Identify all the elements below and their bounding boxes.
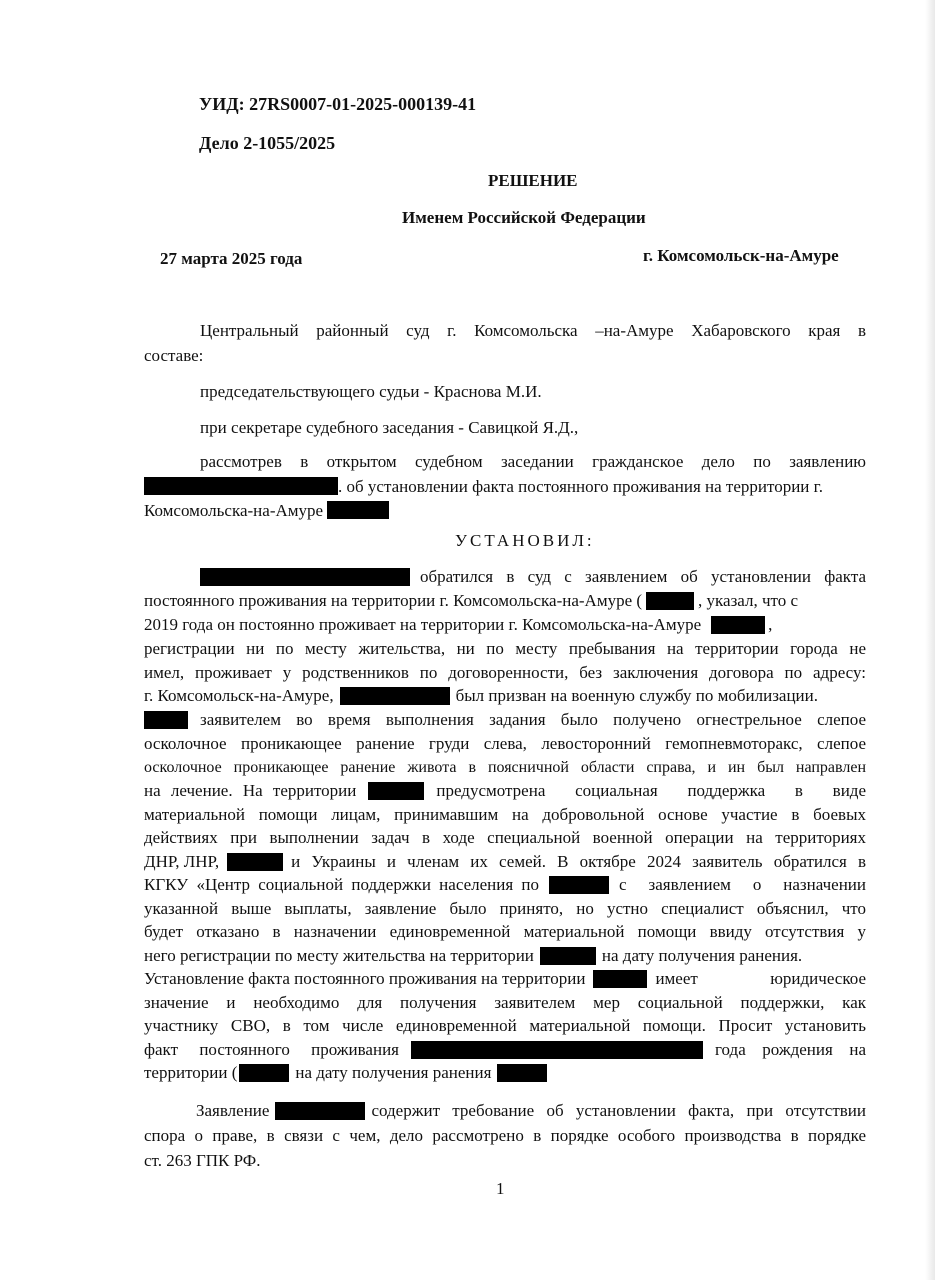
body-line-1 — [200, 566, 866, 588]
body-line-16: будет отказано в назначении единовременной материальной помощи ввиду отсутствия у — [144, 922, 866, 941]
body-line-18-text-b: имеет юридическое — [655, 969, 866, 988]
case-uid: УИД: 27RS0007-01-2025-000139-41 — [199, 94, 477, 114]
body-line-13-text-a: ДНР, ЛНР, — [144, 852, 220, 871]
body-line-3-text-b: , — [768, 615, 773, 634]
body-line-6-text-a: г. Комсомольск-на-Амуре, — [144, 686, 334, 705]
body-line-22-text-b: на дату получения ранения — [295, 1063, 492, 1082]
para2-line-1-text-b: содержит требование об установлении факта, при отсутствии — [371, 1101, 866, 1120]
redaction-block — [340, 687, 450, 705]
redaction-block — [327, 501, 389, 519]
redaction-block — [239, 1064, 289, 1082]
judge-line: председательствующего судьи - Краснова М.И. — [200, 382, 542, 401]
body-line-19: значение и необходимо для получения заявителем мер социальной поддержки, как — [144, 993, 866, 1012]
body-line-6 — [144, 685, 866, 707]
redaction-block — [646, 592, 694, 610]
consider-line-3 — [144, 500, 389, 522]
redaction-block — [144, 477, 338, 495]
body-line-14-text-a: КГКУ «Центр социальной поддержки населения по — [144, 875, 540, 894]
para2-line-1-text-a: Заявление — [196, 1101, 270, 1120]
body-line-3 — [144, 614, 866, 636]
body-line-22 — [144, 1062, 866, 1084]
redaction-block — [540, 947, 596, 965]
body-line-22-text-a: территории ( — [144, 1063, 238, 1082]
consider-line-2-text: . об установлении факта постоянного проживания на территории г. — [338, 477, 823, 496]
body-line-17-text-b: на дату получения ранения. — [601, 946, 803, 965]
para2-line-2: спора о праве, в связи с чем, дело рассмотрено в порядке особого производства в порядке — [144, 1126, 866, 1145]
body-line-2-text-a: постоянного проживания на территории г. Комсомольска-на-Амуре ( — [144, 591, 643, 610]
body-line-18-text-a: Установление факта постоянного проживания на территории — [144, 969, 586, 988]
body-line-13 — [144, 851, 866, 873]
body-line-3-text-a: 2019 года он постоянно проживает на территории г. Комсомольска-на-Амуре — [144, 615, 702, 634]
page-number: 1 — [496, 1179, 505, 1198]
body-line-8: осколочное проникающее ранение груди слева, левосторонний гемопневмоторакс, слепое — [144, 734, 866, 753]
page-edge-shadow — [925, 0, 935, 1280]
decision-city: г. Комсомольск-на-Амуре — [643, 246, 839, 265]
consider-line-3-text: Комсомольска-на-Амуре — [144, 501, 324, 520]
redaction-block — [227, 853, 283, 871]
redaction-block — [549, 876, 609, 894]
redaction-block — [411, 1041, 703, 1059]
body-line-20: участнику СВО, в том числе единовременной материальной помощи. Просит установить — [144, 1016, 866, 1035]
body-line-2 — [144, 590, 866, 612]
court-line-1: Центральный районный суд г. Комсомольска –на-Амуре Хабаровского края в — [200, 321, 866, 340]
redaction-block — [368, 782, 424, 800]
section-title: УСТАНОВИЛ: — [455, 531, 595, 550]
body-line-4: регистрации ни по месту жительства, ни по месту пребывания на территории города не — [144, 639, 866, 658]
body-line-17-text-a: него регистрации по месту жительства на территории — [144, 946, 534, 965]
para2-line-1 — [196, 1100, 866, 1122]
redaction-block — [593, 970, 647, 988]
redaction-block — [711, 616, 765, 634]
para2-line-3: ст. 263 ГПК РФ. — [144, 1151, 261, 1170]
body-line-5: имел, проживает у родственников по договоренности, без заключения договора по адресу: — [144, 663, 866, 682]
decision-date: 27 марта 2025 года — [160, 249, 303, 268]
redaction-block — [200, 568, 410, 586]
document-subtitle: Именем Российской Федерации — [402, 208, 646, 227]
body-line-7 — [144, 709, 866, 731]
body-line-1-text: обратился в суд с заявлением об установлении факта — [420, 567, 866, 586]
secretary-line: при секретаре судебного заседания - Савицкой Я.Д., — [200, 418, 579, 437]
body-line-21-text-b: года рождения на — [715, 1040, 866, 1059]
body-line-6-text-b: был призван на военную службу по мобилизации. — [455, 686, 819, 705]
body-line-2-text-b: , указал, что с — [698, 591, 799, 610]
body-line-15: указанной выше выплаты, заявление было принято, но устно специалист объяснил, что — [144, 899, 866, 918]
body-line-10-text-b: предусмотрена социальная поддержка в виде — [436, 781, 866, 800]
redaction-block — [144, 711, 188, 729]
body-line-10 — [144, 780, 866, 802]
consider-line-2 — [144, 476, 823, 498]
body-line-10-text-a: на лечение. На территории — [144, 781, 357, 800]
body-line-18 — [144, 968, 866, 990]
body-line-12: действиях при выполнении задач в ходе специальной военной операции на территориях — [144, 828, 866, 847]
body-line-9: осколочное проникающее ранение живота в поясничной области справа, и ин был направлен — [144, 759, 866, 776]
body-line-7-text: заявителем во время выполнения задания было получено огнестрельное слепое — [200, 710, 866, 729]
body-line-13-text-b: и Украины и членам их семей. В октябре 2024 заявитель обратился в — [291, 852, 866, 871]
body-line-14 — [144, 874, 866, 896]
body-line-14-text-b: с заявлением о назначении — [619, 875, 866, 894]
consider-line-1: рассмотрев в открытом судебном заседании гражданское дело по заявлению — [200, 452, 866, 471]
body-line-21 — [144, 1039, 866, 1061]
court-line-2: составе: — [144, 346, 204, 365]
case-number: Дело 2-1055/2025 — [199, 133, 336, 153]
redaction-block — [275, 1102, 365, 1120]
body-line-17 — [144, 945, 866, 967]
redaction-block — [497, 1064, 547, 1082]
document-title: РЕШЕНИЕ — [488, 171, 578, 190]
body-line-21-text-a: факт постоянного проживания — [144, 1040, 399, 1059]
body-line-11: материальной помощи лицам, принимавшим на добровольной основе участие в боевых — [144, 805, 866, 824]
